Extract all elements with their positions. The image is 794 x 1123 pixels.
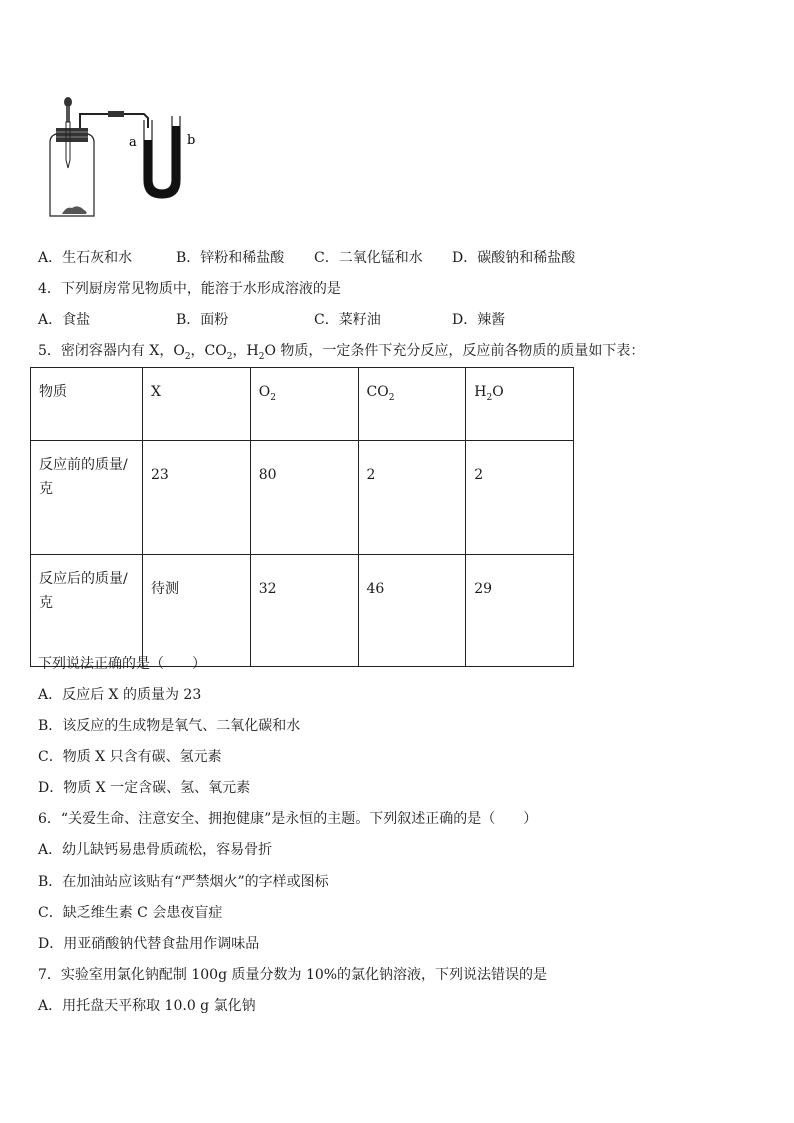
q6-option-d[interactable]: D．用亚硝酸钠代替食盐用作调味品 [38, 936, 260, 952]
apparatus-diagram [36, 90, 206, 225]
header-h2o: $H_2O$ [466, 368, 574, 441]
q5-stem: 5．密闭容器内有 X，$O_2$，$CO_2$，$H_2O$ 物质，一定条件下充分反应，反应前各物质的质量如下表： [38, 343, 645, 362]
q3-option-a[interactable]: A．生石灰和水 [38, 250, 133, 266]
cell-before-h2o: 2 [466, 441, 574, 555]
solid-sample [62, 206, 87, 214]
q3-option-b[interactable]: B．锌粉和稀盐酸 [176, 250, 285, 266]
q5-option-b[interactable]: B．该反应的生成物是氧气、二氧化碳和水 [38, 718, 301, 734]
table-row [31, 555, 574, 667]
header-co2: $CO_2$ [358, 368, 466, 441]
rubber-connector [108, 111, 124, 117]
q4-stem: 4．下列厨房常见物质中，能溶于水形成溶液的是 [38, 281, 341, 297]
cell-after-h2o: 29 [466, 555, 574, 667]
dropper-bulb [64, 97, 72, 107]
label-a: a [129, 135, 137, 150]
cell-before-o2: 80 [250, 441, 358, 555]
q3-option-c[interactable]: C．二氧化锰和水 [314, 250, 423, 266]
table-header-row [31, 368, 574, 441]
row-label-after: 反应后的质量/克 [31, 555, 143, 667]
q4-option-d[interactable]: D．辣酱 [452, 312, 506, 328]
q4-option-b[interactable]: B．面粉 [176, 312, 229, 328]
row-label-before: 反应前的质量/克 [31, 441, 143, 555]
q3-options [38, 248, 575, 268]
cell-after-o2: 32 [250, 555, 358, 667]
header-x: X [143, 368, 251, 441]
cell-after-co2: 46 [358, 555, 466, 667]
label-b: b [187, 133, 196, 148]
header-o2: $O_2$ [250, 368, 358, 441]
q5-option-a[interactable]: A．反应后 X 的质量为 23 [38, 687, 202, 703]
table-row [31, 441, 574, 555]
q3-option-d[interactable]: D．碳酸钠和稀盐酸 [452, 250, 576, 266]
stopper [56, 128, 88, 142]
q5-option-d[interactable]: D．物质 X 一定含碳、氢、氧元素 [38, 780, 251, 796]
q6-option-b[interactable]: B．在加油站应该贴有“严禁烟火”的字样或图标 [38, 874, 329, 890]
q5-option-c[interactable]: C．物质 X 只含有碳、氢元素 [38, 749, 222, 765]
q4-options [38, 310, 590, 330]
q5-prompt: 下列说法正确的是（ ） [38, 656, 206, 672]
q4-option-a[interactable]: A．食盐 [38, 312, 91, 328]
q6-option-c[interactable]: C．缺乏维生素 C 会患夜盲症 [38, 905, 223, 921]
flask-outline [50, 130, 94, 216]
q6-stem: 6．“关爱生命、注意安全、拥抱健康”是永恒的主题。下列叙述正确的是（ ） [38, 811, 538, 827]
q6-option-a[interactable]: A．幼儿缺钙易患骨质疏松，容易骨折 [38, 842, 273, 858]
cell-after-x: 待测 [143, 555, 251, 667]
q7-option-a[interactable]: A．用托盘天平称取 10.0 g 氯化钠 [38, 998, 256, 1014]
q4-option-c[interactable]: C．菜籽油 [314, 312, 381, 328]
mass-table [30, 367, 574, 667]
cell-before-x: 23 [143, 441, 251, 555]
cell-before-co2: 2 [358, 441, 466, 555]
header-substance: 物质 [31, 368, 143, 441]
u-tube-liquid [144, 126, 180, 198]
q7-stem: 7．实验室用氯化钠配制 100g 质量分数为 10%的氯化钠溶液，下列说法错误的是 [38, 967, 548, 983]
